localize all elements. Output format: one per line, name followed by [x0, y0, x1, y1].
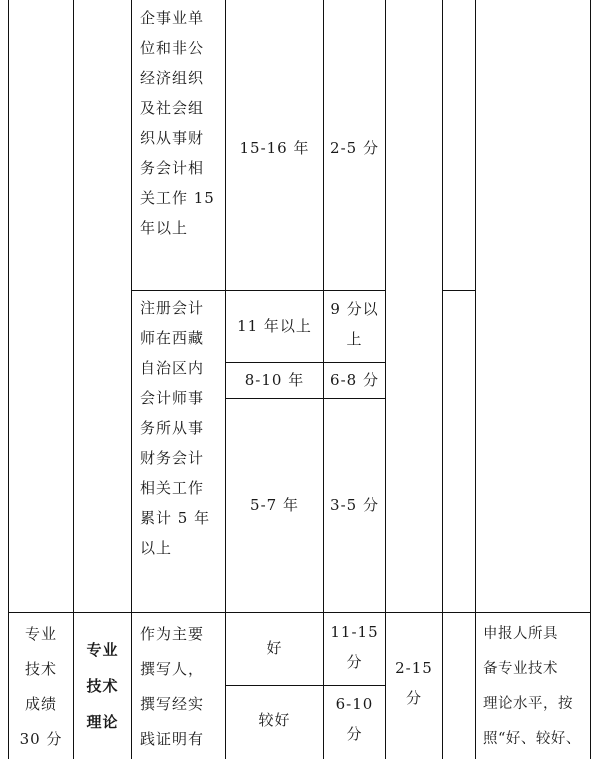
years-range: 11 年以上	[237, 317, 312, 335]
row-divider-2	[225, 362, 385, 363]
years-range: 8-10 年	[244, 371, 305, 389]
col-divider-6	[442, 0, 443, 759]
total-score: 2-15 分	[395, 659, 433, 707]
grade-level: 较好	[258, 711, 291, 729]
years-range: 15-16 年	[239, 139, 310, 157]
score-range: 2-5 分	[330, 139, 379, 157]
col-divider-5	[385, 0, 386, 759]
unit-work-description: 企事业单 位和非公 经济组织 及社会组 织从事财 务会计相 关工作 15 年以上	[140, 9, 215, 237]
category-label: 专业 技术 成绩 30 分	[19, 625, 63, 748]
grade-score: 11-15 分	[330, 623, 379, 671]
col-divider-7	[475, 0, 476, 759]
score-range: 3-5 分	[330, 496, 379, 514]
grade-level: 好	[266, 639, 283, 657]
col-divider-2	[131, 0, 132, 759]
grade-score: 6-10 分	[335, 695, 374, 743]
row-divider-4	[8, 612, 591, 613]
years-range: 5-7 年	[250, 496, 299, 514]
row-divider-1b	[442, 290, 475, 291]
row-divider-3	[225, 398, 385, 399]
theory-description: 作为主要 撰写人， 撰写经实 践证明有	[140, 625, 205, 748]
assessment-note: 申报人所具 备专业技术 理论水平，按 照“好、较好、	[483, 626, 581, 747]
table-border-right	[590, 0, 591, 759]
row-divider-1	[131, 290, 385, 291]
row-divider-5	[225, 685, 385, 686]
subcategory-label: 专业 技术 理论	[86, 641, 119, 731]
cpa-work-description: 注册会计 师在西藏 自治区内 会计师事 务所从事 财务会计 相关工作 累计 5 年 以上	[140, 299, 211, 557]
score-range: 9 分以 上	[330, 300, 379, 348]
score-range: 6-8 分	[330, 371, 379, 389]
